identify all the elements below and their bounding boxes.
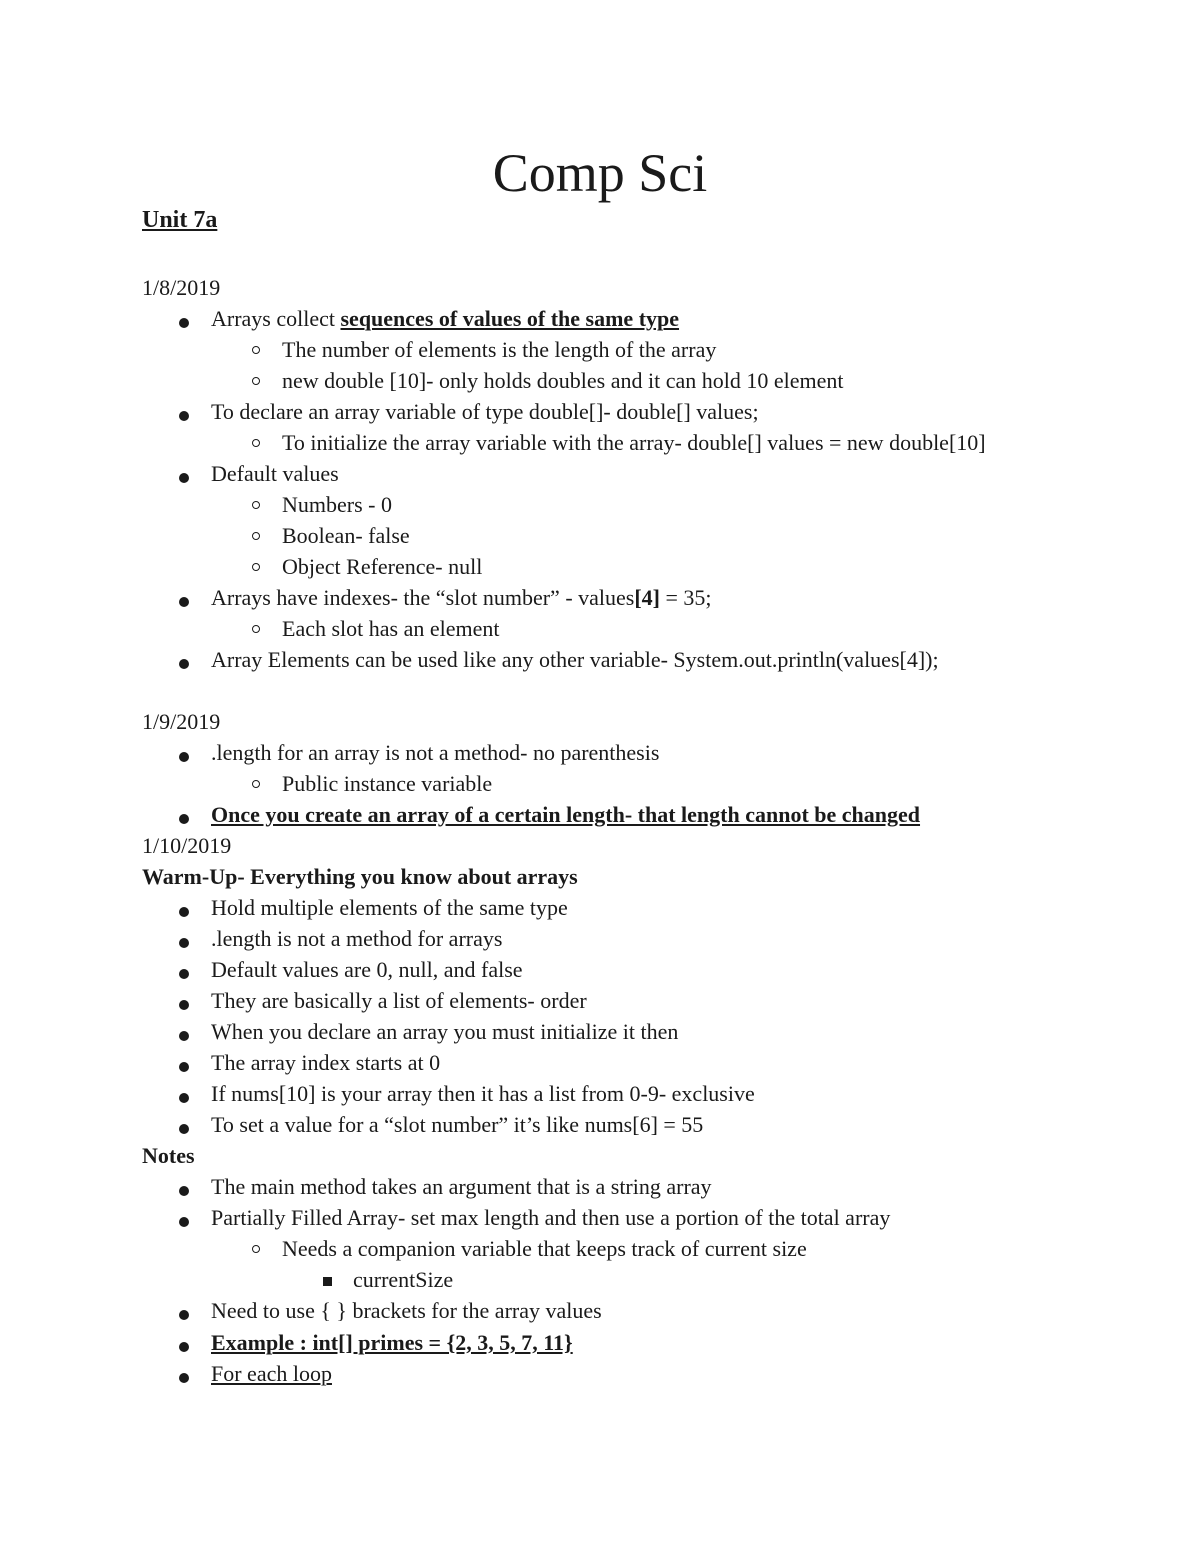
list-item: Public instance variable [282, 771, 493, 796]
section-heading: Warm-Up- Everything you know about arrays [142, 864, 578, 889]
list-item-text: Arrays collect [211, 306, 341, 331]
list-item: Need to use { } brackets for the array values [211, 1298, 602, 1323]
sub-bullet-marker [252, 780, 260, 788]
bullet-marker [179, 1310, 189, 1320]
list-item: Default values are 0, null, and false [211, 957, 523, 982]
bullet-marker [179, 814, 189, 824]
page-title: Comp Sci [492, 143, 708, 203]
list-item: To set a value for a “slot number” it’s like nums[6] = 55 [211, 1112, 704, 1137]
date-heading: 1/8/2019 [142, 275, 221, 300]
list-item: The array index starts at 0 [211, 1050, 441, 1075]
list-item: The number of elements is the length of the array [282, 337, 717, 362]
list-item [211, 583, 712, 613]
bullet-marker [179, 659, 189, 669]
list-item: Once you create an array of a certain length- that length cannot be changed [211, 802, 921, 827]
sub-bullet-marker [252, 501, 260, 509]
sub-bullet-marker [252, 563, 260, 571]
bullet-marker [179, 473, 189, 483]
bullet-marker [179, 938, 189, 948]
bullet-marker [179, 1186, 189, 1196]
list-item: Array Elements can be used like any other variable- System.out.println(values[4]); [211, 647, 939, 672]
sub-bullet-marker [252, 1245, 260, 1253]
list-item: Default values [211, 461, 339, 486]
emphasis-text: sequences of values of the same type [340, 306, 680, 331]
date-heading: 1/9/2019 [142, 709, 221, 734]
emphasis-text: [4] [634, 585, 661, 610]
list-item: When you declare an array you must initialize it then [211, 1019, 679, 1044]
list-item: currentSize [353, 1267, 454, 1292]
list-item: If nums[10] is your array then it has a list from 0-9- exclusive [211, 1081, 755, 1106]
list-item: They are basically a list of elements- order [211, 988, 587, 1013]
list-item: .length is not a method for arrays [211, 926, 503, 951]
bullet-marker [179, 1093, 189, 1103]
bullet-marker [179, 1000, 189, 1010]
list-item: Numbers - 0 [282, 492, 392, 517]
sub-bullet-marker [252, 532, 260, 540]
list-item-text: Arrays have indexes- the “slot number” - values [211, 585, 635, 610]
list-item: Object Reference- null [282, 554, 483, 579]
list-item: Example : int[] primes = {2, 3, 5, 7, 11} [211, 1330, 573, 1355]
bullet-marker [179, 411, 189, 421]
date-heading: 1/10/2019 [142, 833, 232, 858]
list-item-text: = 35; [660, 585, 712, 610]
bullet-marker [179, 969, 189, 979]
list-item: To declare an array variable of type double[]- double[] values; [211, 399, 759, 424]
list-item [211, 304, 679, 334]
list-item: For each loop [211, 1361, 332, 1386]
bullet-marker [179, 1062, 189, 1072]
list-item: To initialize the array variable with the array- double[] values = new double[10] [282, 430, 986, 455]
bullet-marker [179, 1124, 189, 1134]
list-item: new double [10]- only holds doubles and it can hold 10 element [282, 368, 844, 393]
list-item: Partially Filled Array- set max length and then use a portion of the total array [211, 1205, 891, 1230]
sub-bullet-marker [252, 346, 260, 354]
section-heading: Notes [142, 1143, 195, 1168]
list-item: Boolean- false [282, 523, 410, 548]
list-item: The main method takes an argument that is a string array [211, 1174, 712, 1199]
bullet-marker [179, 597, 189, 607]
square-bullet-marker [323, 1277, 332, 1286]
bullet-marker [179, 752, 189, 762]
sub-bullet-marker [252, 625, 260, 633]
list-item: Needs a companion variable that keeps track of current size [282, 1236, 807, 1261]
list-item: Each slot has an element [282, 616, 500, 641]
unit-heading: Unit 7a [142, 207, 218, 233]
bullet-marker [179, 318, 189, 328]
bullet-marker [179, 1342, 189, 1352]
bullet-marker [179, 907, 189, 917]
bullet-marker [179, 1373, 189, 1383]
list-item: Hold multiple elements of the same type [211, 895, 568, 920]
bullet-marker [179, 1217, 189, 1227]
list-item: .length for an array is not a method- no parenthesis [211, 740, 660, 765]
sub-bullet-marker [252, 439, 260, 447]
bullet-marker [179, 1031, 189, 1041]
sub-bullet-marker [252, 377, 260, 385]
